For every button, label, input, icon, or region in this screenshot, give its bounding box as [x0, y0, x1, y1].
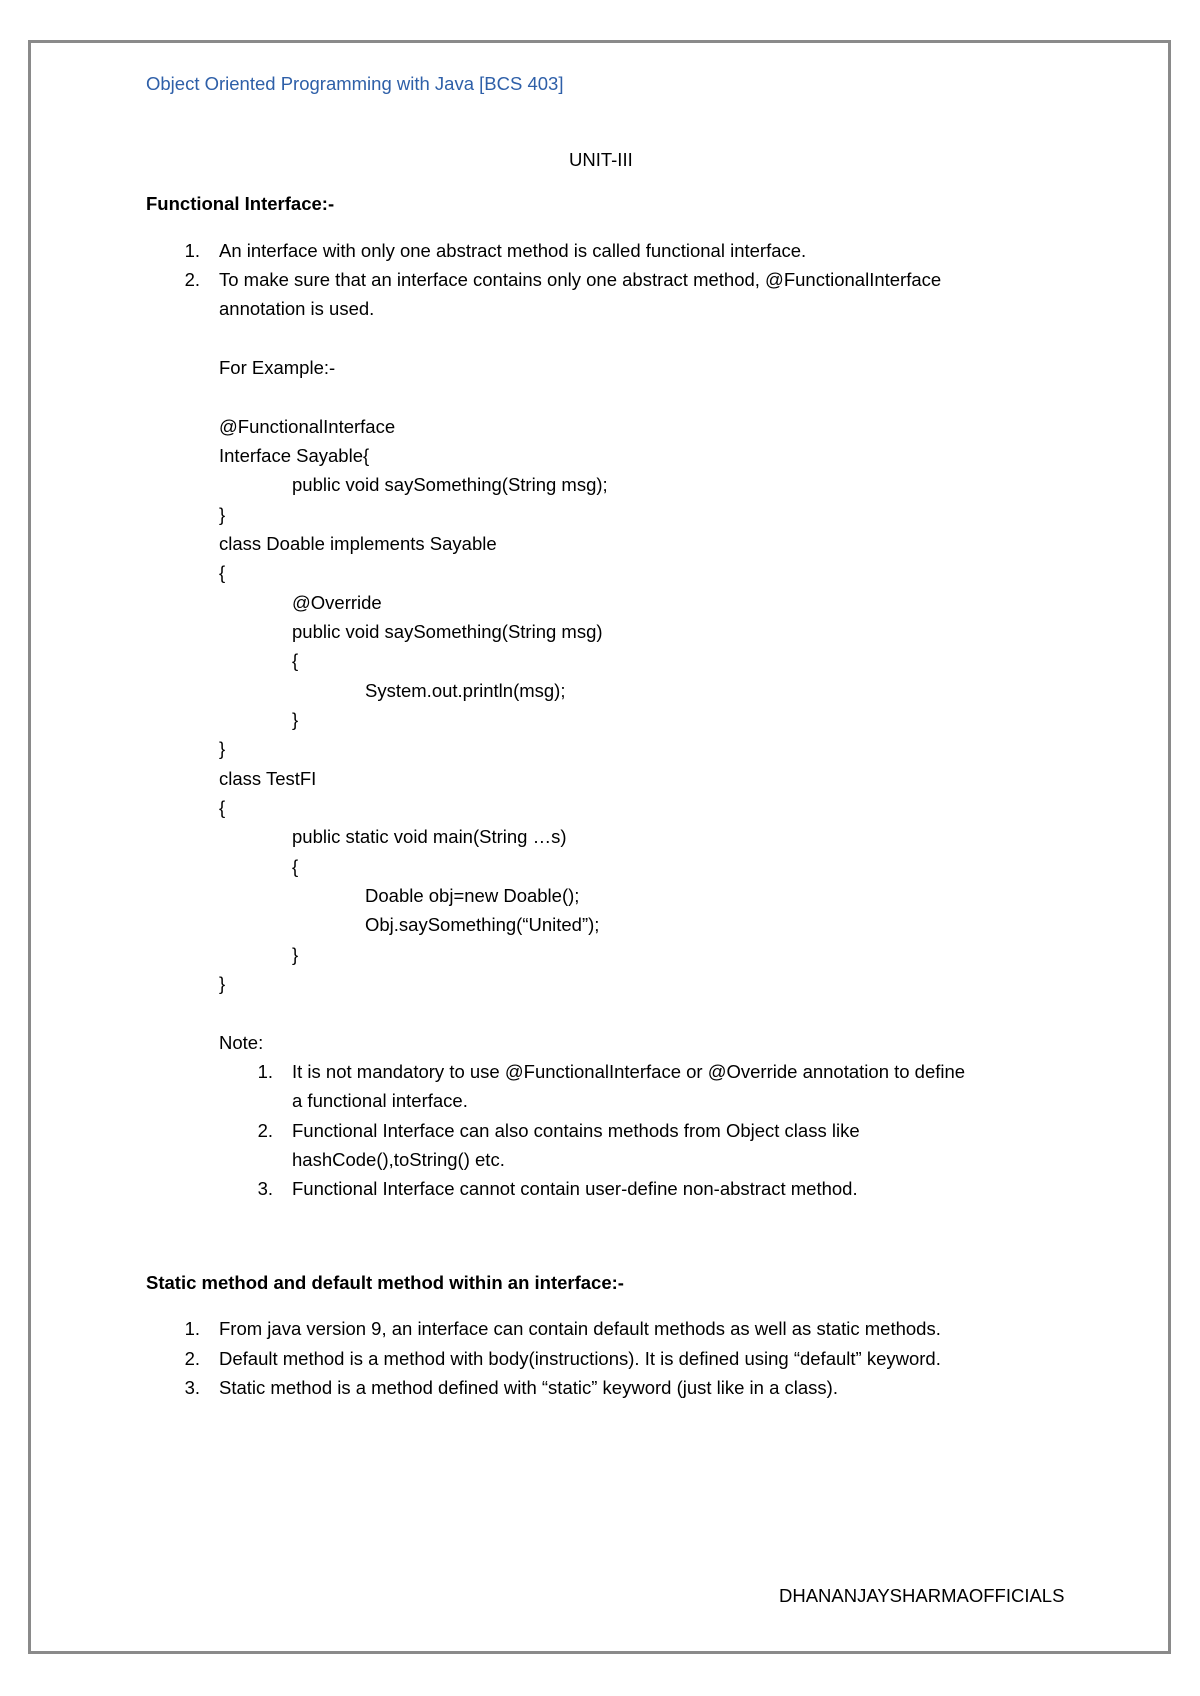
code-line: Interface Sayable{	[219, 445, 370, 466]
note-item-continuation: a functional interface.	[292, 1090, 468, 1111]
code-line: {	[292, 856, 299, 877]
list-item: To make sure that an interface contains only one abstract method, @FunctionalInterface	[219, 269, 942, 290]
code-line: {	[219, 562, 226, 583]
section-heading-functional-interface: Functional Interface:-	[146, 193, 335, 214]
list-item: Default method is a method with body(instructions). It is defined using “default” keyword.	[219, 1348, 941, 1369]
code-line: System.out.println(msg);	[365, 680, 566, 701]
code-line: class TestFI	[219, 768, 317, 789]
code-line: public void saySomething(String msg);	[292, 474, 608, 495]
code-line: }	[292, 944, 299, 965]
section-heading-static-default-methods: Static method and default method within an interface:-	[146, 1272, 624, 1293]
list-item: An interface with only one abstract method is called functional interface.	[219, 240, 807, 261]
code-line: @Override	[292, 592, 382, 613]
example-label: For Example:-	[219, 357, 336, 378]
code-line: {	[219, 797, 226, 818]
code-line: }	[219, 504, 226, 525]
note-item: Functional Interface cannot contain user-define non-abstract method.	[292, 1178, 858, 1199]
code-line: }	[219, 738, 226, 759]
code-line: {	[292, 650, 299, 671]
list-number: 2.	[184, 1348, 200, 1369]
note-item: It is not mandatory to use @FunctionalInterface or @Override annotation to define	[292, 1061, 966, 1082]
unit-title: UNIT-III	[569, 149, 633, 170]
code-line: Doable obj=new Doable();	[365, 885, 580, 906]
note-label: Note:	[219, 1032, 264, 1053]
note-item: Functional Interface can also contains methods from Object class like	[292, 1120, 860, 1141]
course-title: Object Oriented Programming with Java [BCS 403]	[146, 73, 564, 94]
footer-author: DHANANJAYSHARMAOFFICIALS	[779, 1585, 1065, 1606]
code-line: Obj.saySomething(“United”);	[365, 914, 600, 935]
list-number: 1.	[184, 240, 200, 261]
note-number: 1.	[257, 1061, 273, 1082]
code-line: }	[219, 973, 226, 994]
code-line: public static void main(String …s)	[292, 826, 567, 847]
note-item-continuation: hashCode(),toString() etc.	[292, 1149, 505, 1170]
list-number: 1.	[184, 1318, 200, 1339]
list-number: 2.	[184, 269, 200, 290]
list-item: From java version 9, an interface can contain default methods as well as static methods.	[219, 1318, 941, 1339]
code-line: }	[292, 709, 299, 730]
list-item: Static method is a method defined with “static” keyword (just like in a class).	[219, 1377, 838, 1398]
note-number: 2.	[257, 1120, 273, 1141]
code-line: @FunctionalInterface	[219, 416, 396, 437]
list-item-continuation: annotation is used.	[219, 298, 375, 319]
note-number: 3.	[257, 1178, 273, 1199]
code-line: public void saySomething(String msg)	[292, 621, 603, 642]
code-line: class Doable implements Sayable	[219, 533, 497, 554]
list-number: 3.	[184, 1377, 200, 1398]
